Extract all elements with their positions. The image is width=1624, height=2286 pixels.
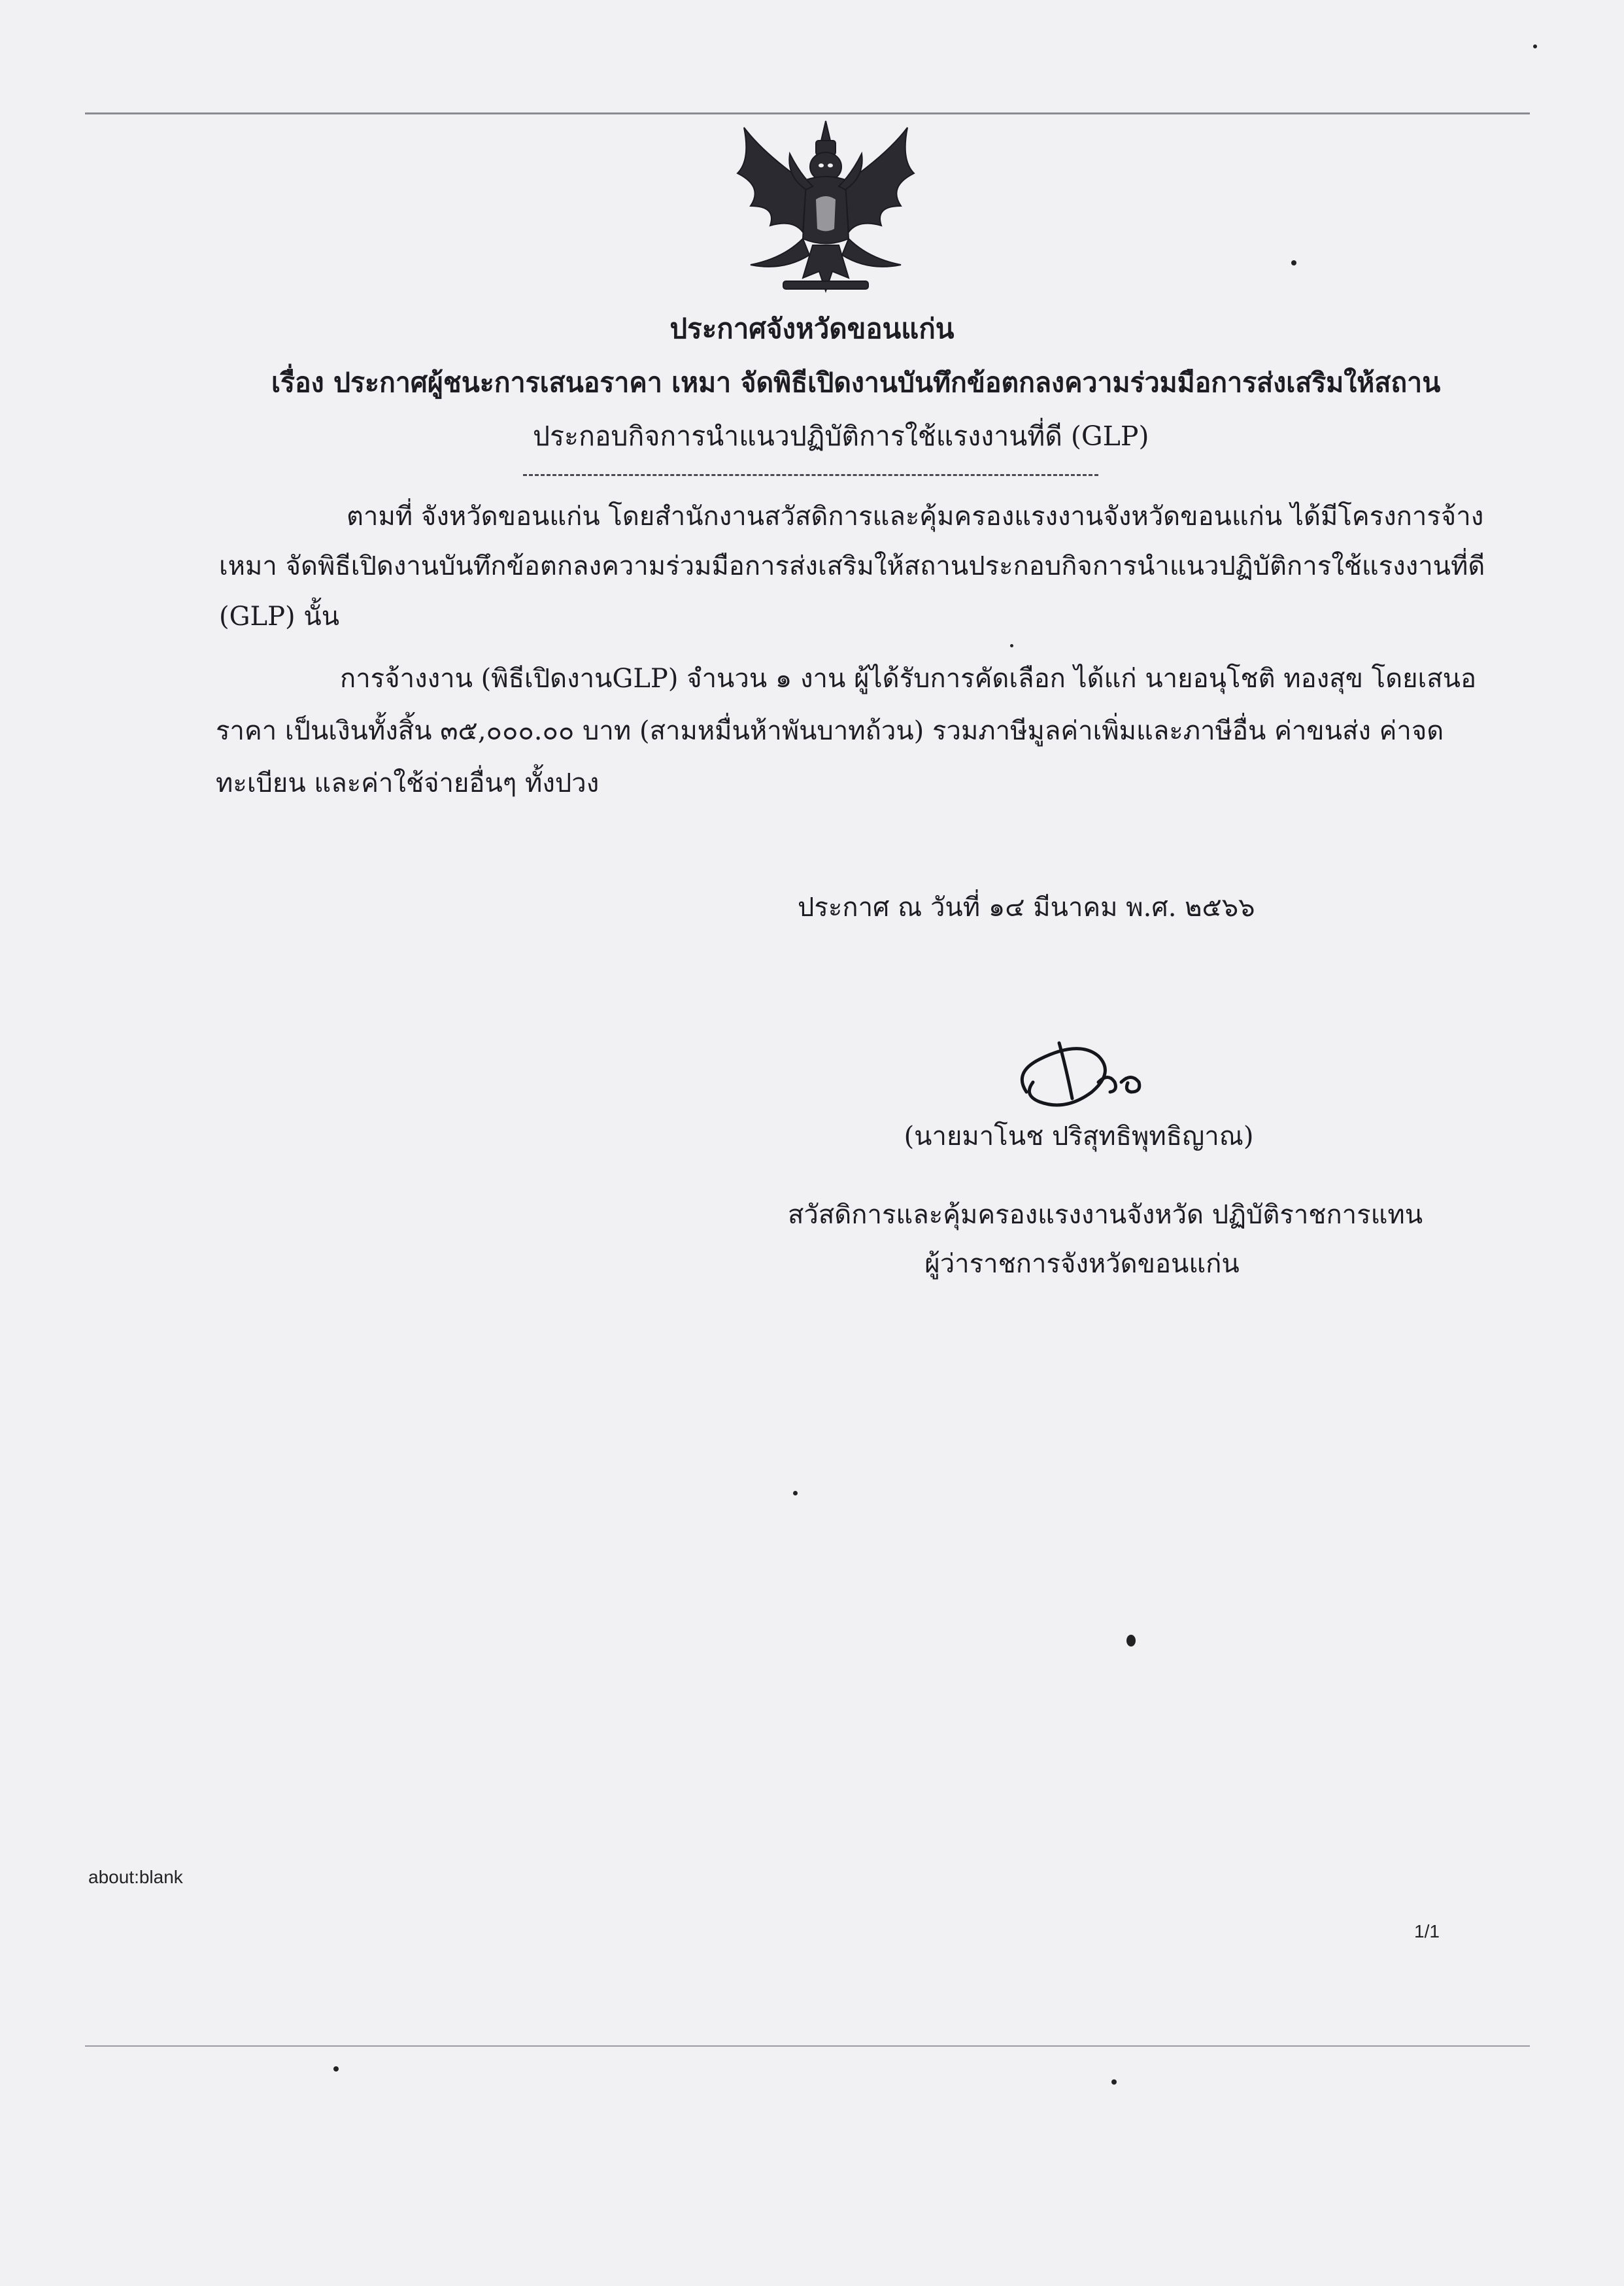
subject-line-1: เรื่อง ประกาศผู้ชนะการเสนอราคา เหมา จัดพิธีเปิดงานบันทึกข้อตกลงความร่วมมือการส่งเสริมให้สถาน <box>271 367 1441 398</box>
print-footer-page-counter: 1/1 <box>1414 1921 1440 1941</box>
dashed-divider <box>523 474 1098 476</box>
scan-speck <box>1111 2079 1117 2085</box>
signer-title-line-2: ผู้ว่าราชการจังหวัดขอนแก่น <box>924 1249 1240 1279</box>
scan-speck <box>1291 260 1296 265</box>
paragraph-1-line-2: เหมา จัดพิธีเปิดงานบันทึกข้อตกลงความร่วมมือการส่งเสริมให้สถานประกอบกิจการนำแนวปฏิบัติการใช้แรงงานที่ดี <box>219 551 1485 581</box>
signer-title-line-1: สวัสดิการและคุ้มครองแรงงานจังหวัด ปฏิบัติราชการแทน <box>788 1200 1423 1230</box>
paragraph-2-line-2: ราคา เป็นเงินทั้งสิ้น ๓๕,๐๐๐.๐๐ บาท (สามหมื่นห้าพันบาทถ้วน) รวมภาษีมูลค่าเพิ่มและภาษีอื่น ค่าขนส่ง ค่าจด <box>216 716 1444 746</box>
paragraph-2-line-1: การจ้างงาน (พิธีเปิดงานGLP) จำนวน ๑ งาน ผู้ได้รับการคัดเลือก ได้แก่ นายอนุโชติ ทองสุข โดยเสนอ <box>340 664 1477 694</box>
print-footer-url: about:blank <box>88 1867 183 1887</box>
handwritten-signature-icon <box>1000 1020 1196 1125</box>
scan-speck <box>1126 1635 1136 1646</box>
garuda-emblem-icon <box>724 114 927 298</box>
scan-speck <box>793 1491 798 1495</box>
announcement-date: ประกาศ ณ วันที่ ๑๔ มีนาคม พ.ศ. ๒๕๖๖ <box>798 893 1255 923</box>
scan-speck <box>333 2066 339 2072</box>
signer-name: (นายมาโนช ปริสุทธิพุทธิญาณ) <box>904 1121 1254 1152</box>
scan-bottom-edge <box>85 2045 1530 2047</box>
scan-speck <box>1010 644 1013 647</box>
announcement-heading: ประกาศจังหวัดขอนแก่น <box>669 313 955 345</box>
scan-speck <box>1533 44 1537 48</box>
paragraph-1-line-3: (GLP) นั้น <box>219 602 340 632</box>
subject-line-2: ประกอบกิจการนำแนวปฏิบัติการใช้แรงงานที่ดี (GLP) <box>533 420 1149 452</box>
paragraph-1-line-1: ตามที่ จังหวัดขอนแก่น โดยสำนักงานสวัสดิการและคุ้มครองแรงงานจังหวัดขอนแก่น ได้มีโครงการจ้าง <box>347 502 1484 532</box>
paragraph-2-line-3: ทะเบียน และค่าใช้จ่ายอื่นๆ ทั้งปวง <box>216 768 600 798</box>
